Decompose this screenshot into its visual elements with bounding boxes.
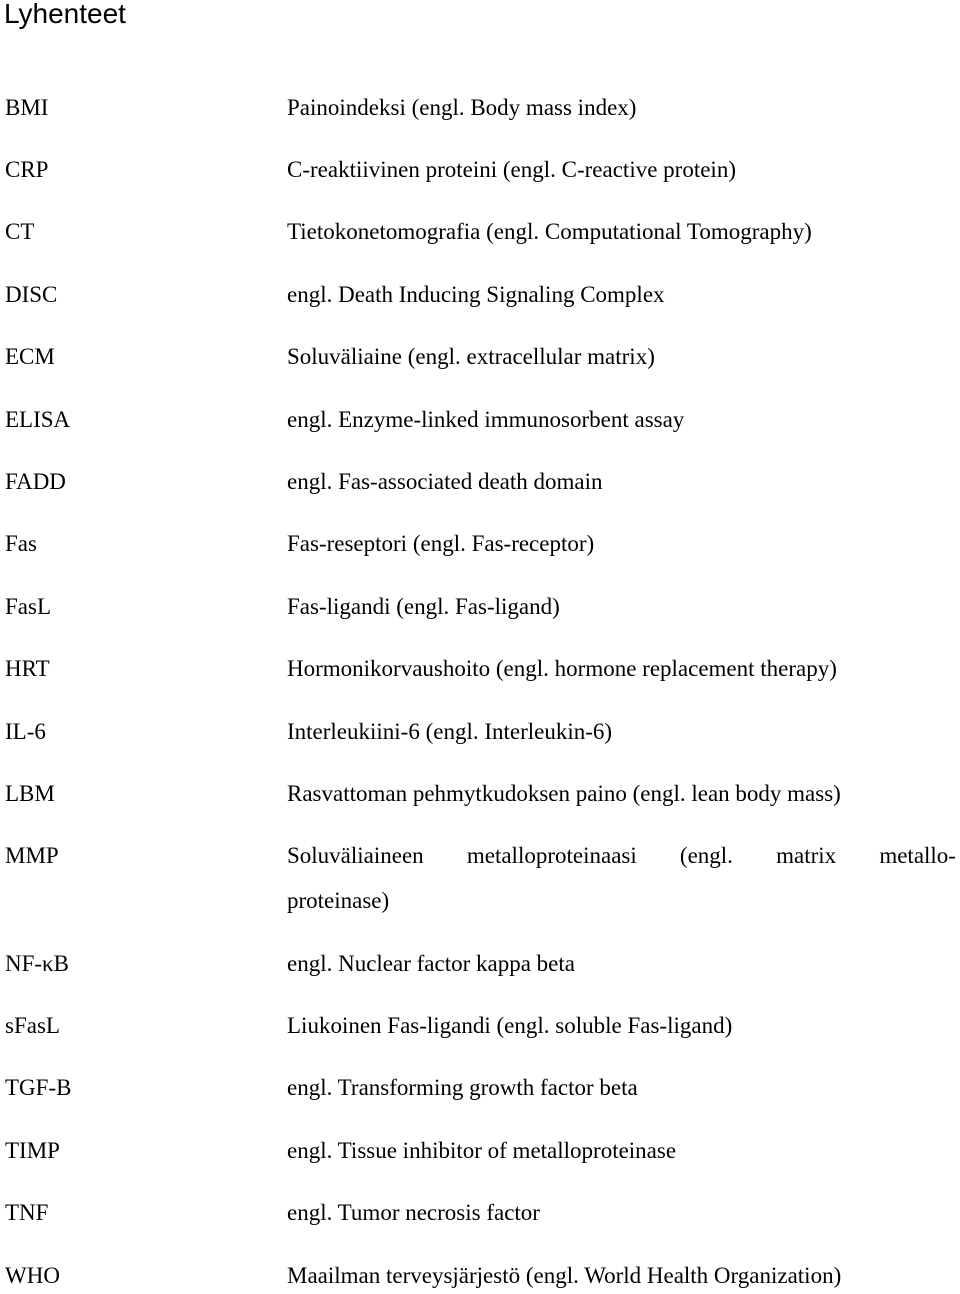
definition-word: (engl.: [679, 843, 733, 868]
definition-continuation: proteinase): [287, 888, 390, 913]
definition-word: matrix: [776, 843, 837, 868]
abbreviation: BMI: [5, 95, 49, 120]
definition: Tietokonetomografia (engl. Computational Tomography): [287, 219, 812, 244]
abbreviation: CT: [5, 219, 35, 244]
definition: Rasvattoman pehmytkudoksen paino (engl. lean body mass): [287, 781, 841, 806]
definition: Interleukiini-6 (engl. Interleukin-6): [287, 719, 613, 744]
definition: engl. Transforming growth factor beta: [287, 1075, 638, 1100]
abbreviation: LBM: [5, 781, 55, 806]
definition-word: metallo-: [879, 843, 956, 868]
definition: engl. Nuclear factor kappa beta: [287, 951, 575, 976]
page-title: Lyhenteet: [4, 0, 126, 29]
definition: Fas-ligandi (engl. Fas-ligand): [287, 594, 560, 619]
definition: C-reaktiivinen proteini (engl. C-reactive protein): [287, 157, 736, 182]
abbreviation: FADD: [5, 469, 66, 494]
abbreviation: CRP: [5, 157, 49, 182]
definition: Maailman terveysjärjestö (engl. World Health Organization): [287, 1263, 842, 1288]
definition: engl. Tissue inhibitor of metalloproteinase: [287, 1138, 677, 1163]
abbreviation: HRT: [5, 656, 50, 681]
abbreviation: DISC: [5, 282, 58, 307]
definition: Hormonikorvaushoito (engl. hormone replacement therapy): [287, 656, 837, 681]
definition: engl. Tumor necrosis factor: [287, 1200, 540, 1225]
abbreviation: ELISA: [5, 407, 71, 432]
definition-word: metalloproteinaasi: [466, 843, 637, 868]
abbreviation: MMP: [5, 843, 59, 868]
abbreviation: TGF-B: [5, 1075, 72, 1100]
definition: Soluväliaine (engl. extracellular matrix): [287, 344, 655, 369]
definition: engl. Enzyme-linked immunosorbent assay: [287, 407, 685, 432]
definition-line: [287, 841, 956, 871]
definition: engl. Death Inducing Signaling Complex: [287, 282, 665, 307]
definition: [287, 841, 956, 913]
abbreviation: FasL: [5, 594, 51, 619]
definition: Fas-reseptori (engl. Fas-receptor): [287, 531, 595, 556]
abbreviation: ECM: [5, 344, 55, 369]
definition-word: Soluväliaineen: [287, 843, 424, 868]
abbreviation: TNF: [5, 1200, 49, 1225]
abbreviation: IL-6: [5, 719, 46, 744]
abbreviation: sFasL: [5, 1013, 60, 1038]
abbreviation: TIMP: [5, 1138, 60, 1163]
abbreviation: Fas: [5, 531, 37, 556]
abbreviation: WHO: [5, 1263, 60, 1288]
abbreviation: NF-κB: [5, 951, 69, 976]
definition: Liukoinen Fas-ligandi (engl. soluble Fas-ligand): [287, 1013, 733, 1038]
definition: engl. Fas-associated death domain: [287, 469, 603, 494]
definition: Painoindeksi (engl. Body mass index): [287, 95, 637, 120]
